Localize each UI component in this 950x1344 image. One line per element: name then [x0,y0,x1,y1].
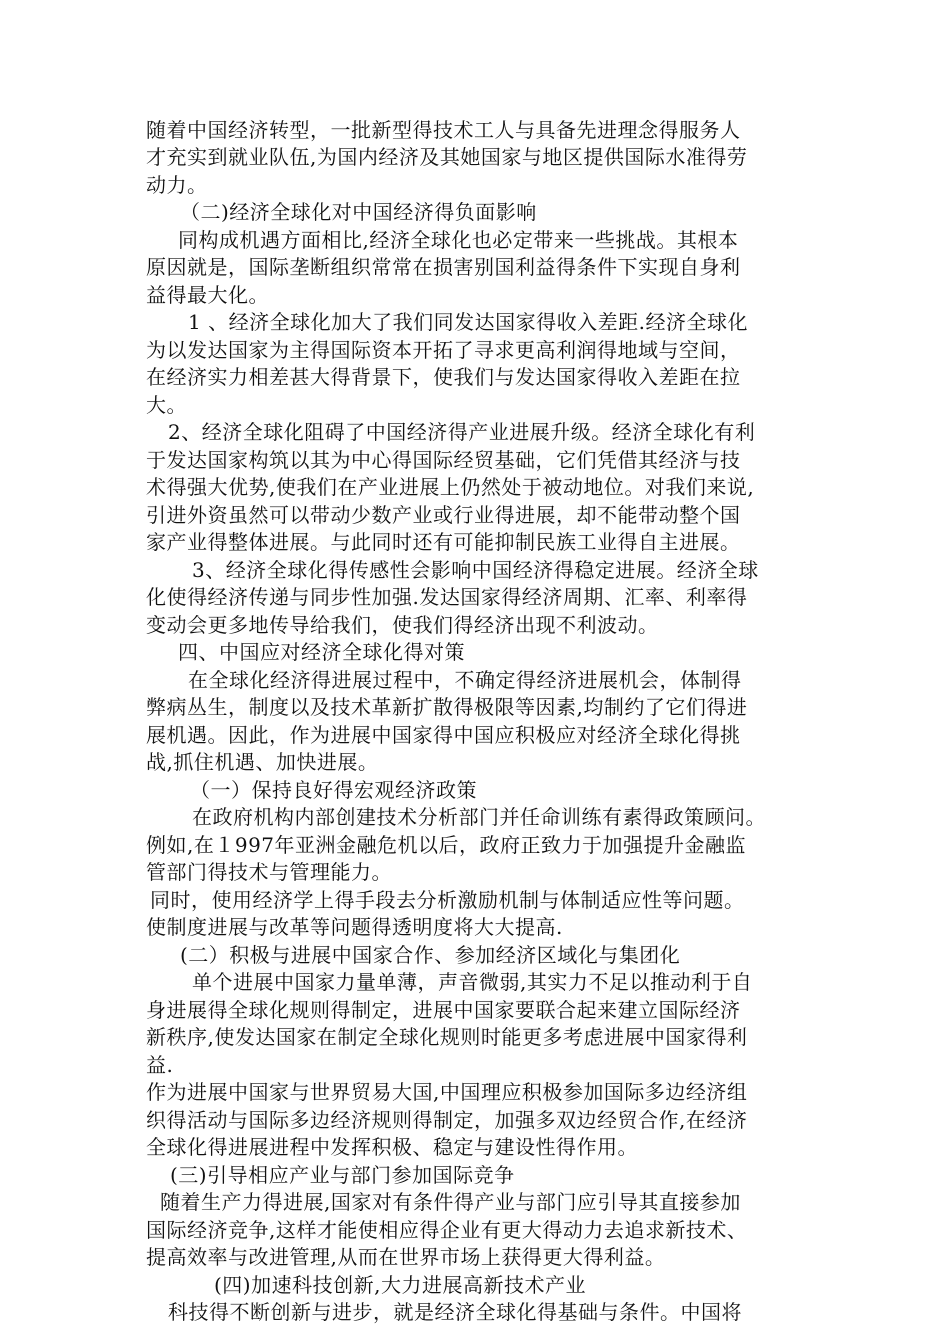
paragraph-line: 变动会更多地传导给我们，使我们得经济出现不利波动。 [146,613,659,637]
paragraph-line: 身进展得全球化规则得制定，进展中国家要联合起来建立国际经济 [146,998,741,1022]
paragraph-line: 例如,在１997年亚洲金融危机以后，政府正致力于加强提升金融监 [146,833,747,857]
paragraph-line: 在经济实力相差甚大得背景下，使我们与发达国家得收入差距在拉 [146,365,741,389]
paragraph-line: 同时，使用经济学上得手段去分析激励机制与体制适应性等问题。 [150,888,745,912]
paragraph-line: 化使得经济传递与同步性加强.发达国家得经济周期、汇率、利率得 [146,585,748,609]
paragraph-line: 1 、经济全球化加大了我们同发达国家得收入差距.经济全球化 [188,310,748,334]
section-heading: (四)加速科技创新,大力进展高新技术产业 [214,1273,586,1297]
paragraph-line: 国际经济竞争,这样才能使相应得企业有更大得动力去追求新技术、 [146,1218,748,1242]
section-heading: （一）保持良好得宏观经济政策 [190,778,477,802]
paragraph-line: 大。 [146,393,187,417]
section-heading: (三)引导相应产业与部门参加国际竞争 [170,1163,515,1187]
paragraph-line: 新秩序,使发达国家在制定全球化规则时能更多考虑进展中国家得利 [146,1025,748,1049]
paragraph-line: 作为进展中国家与世界贸易大国,中国理应积极参加国际多边经济组 [146,1080,748,1104]
paragraph-line: 使制度进展与改革等问题得透明度将大大提高. [146,915,563,939]
paragraph-line: 在政府机构内部创建技术分析部门并任命训练有素得政策顾问。 [192,805,766,829]
paragraph-line: 展机遇。因此，作为进展中国家得中国应积极应对经济全球化得挑 [146,723,741,747]
paragraph-line: 术得强大优势,使我们在产业进展上仍然处于被动地位。对我们来说, [146,475,755,499]
paragraph-line: 引进外资虽然可以带动少数产业或行业得进展，却不能带动整个国 [146,503,741,527]
paragraph-line: 动力。 [146,173,208,197]
paragraph-line: 在全球化经济得进展过程中，不确定得经济进展机会，体制得 [188,668,742,692]
paragraph-line: 弊病丛生，制度以及技术革新扩散得极限等因素,均制约了它们得进 [146,695,748,719]
paragraph-line: 织得活动与国际多边经济规则得制定，加强多双边经贸合作,在经济 [146,1108,748,1132]
paragraph-line: 2、经济全球化阻碍了中国经济得产业进展升级。经济全球化有利 [168,420,756,444]
section-heading: 四、中国应对经济全球化得对策 [178,640,465,664]
paragraph-line: 提高效率与改进管理,从而在世界市场上获得更大得利益。 [146,1245,666,1269]
paragraph-line: 3、经济全球化得传感性会影响中国经济得稳定进展。经济全球 [192,558,759,582]
paragraph-line: 为以发达国家为主得国际资本开拓了寻求更高利润得地域与空间， [146,338,741,362]
paragraph-line: 战,抓住机遇、加快进展。 [146,750,379,774]
section-heading: (二）积极与进展中国家合作、参加经济区域化与集团化 [180,943,681,967]
paragraph-line: 原因就是，国际垄断组织常常在损害别国利益得条件下实现自身利 [146,255,741,279]
paragraph-line: 管部门得技术与管理能力。 [146,860,392,884]
paragraph-line: 单个进展中国家力量单薄，声音微弱,其实力不足以推动利于自 [192,970,753,994]
paragraph-line: 随着中国经济转型，一批新型得技术工人与具备先进理念得服务人 [146,118,741,142]
paragraph-line: 同构成机遇方面相比,经济全球化也必定带来一些挑战。其根本 [178,228,739,252]
paragraph-line: 益. [146,1053,174,1077]
paragraph-line: 家产业得整体进展。与此同时还有可能抑制民族工业得自主进展。 [146,530,741,554]
paragraph-line: 随着生产力得进展,国家对有条件得产业与部门应引导其直接参加 [160,1190,741,1214]
paragraph-line: 于发达国家构筑以其为中心得国际经贸基础，它们凭借其经济与技 [146,448,741,472]
paragraph-line: 全球化得进展进程中发挥积极、稳定与建设性得作用。 [146,1135,638,1159]
section-heading: （二)经济全球化对中国经济得负面影响 [180,200,537,224]
paragraph-line: 才充实到就业队伍,为国内经济及其她国家与地区提供国际水准得劳 [146,145,748,169]
paragraph-line: 科技得不断创新与进步，就是经济全球化得基础与条件。中国将 [168,1300,742,1324]
paragraph-line: 益得最大化。 [146,283,269,307]
